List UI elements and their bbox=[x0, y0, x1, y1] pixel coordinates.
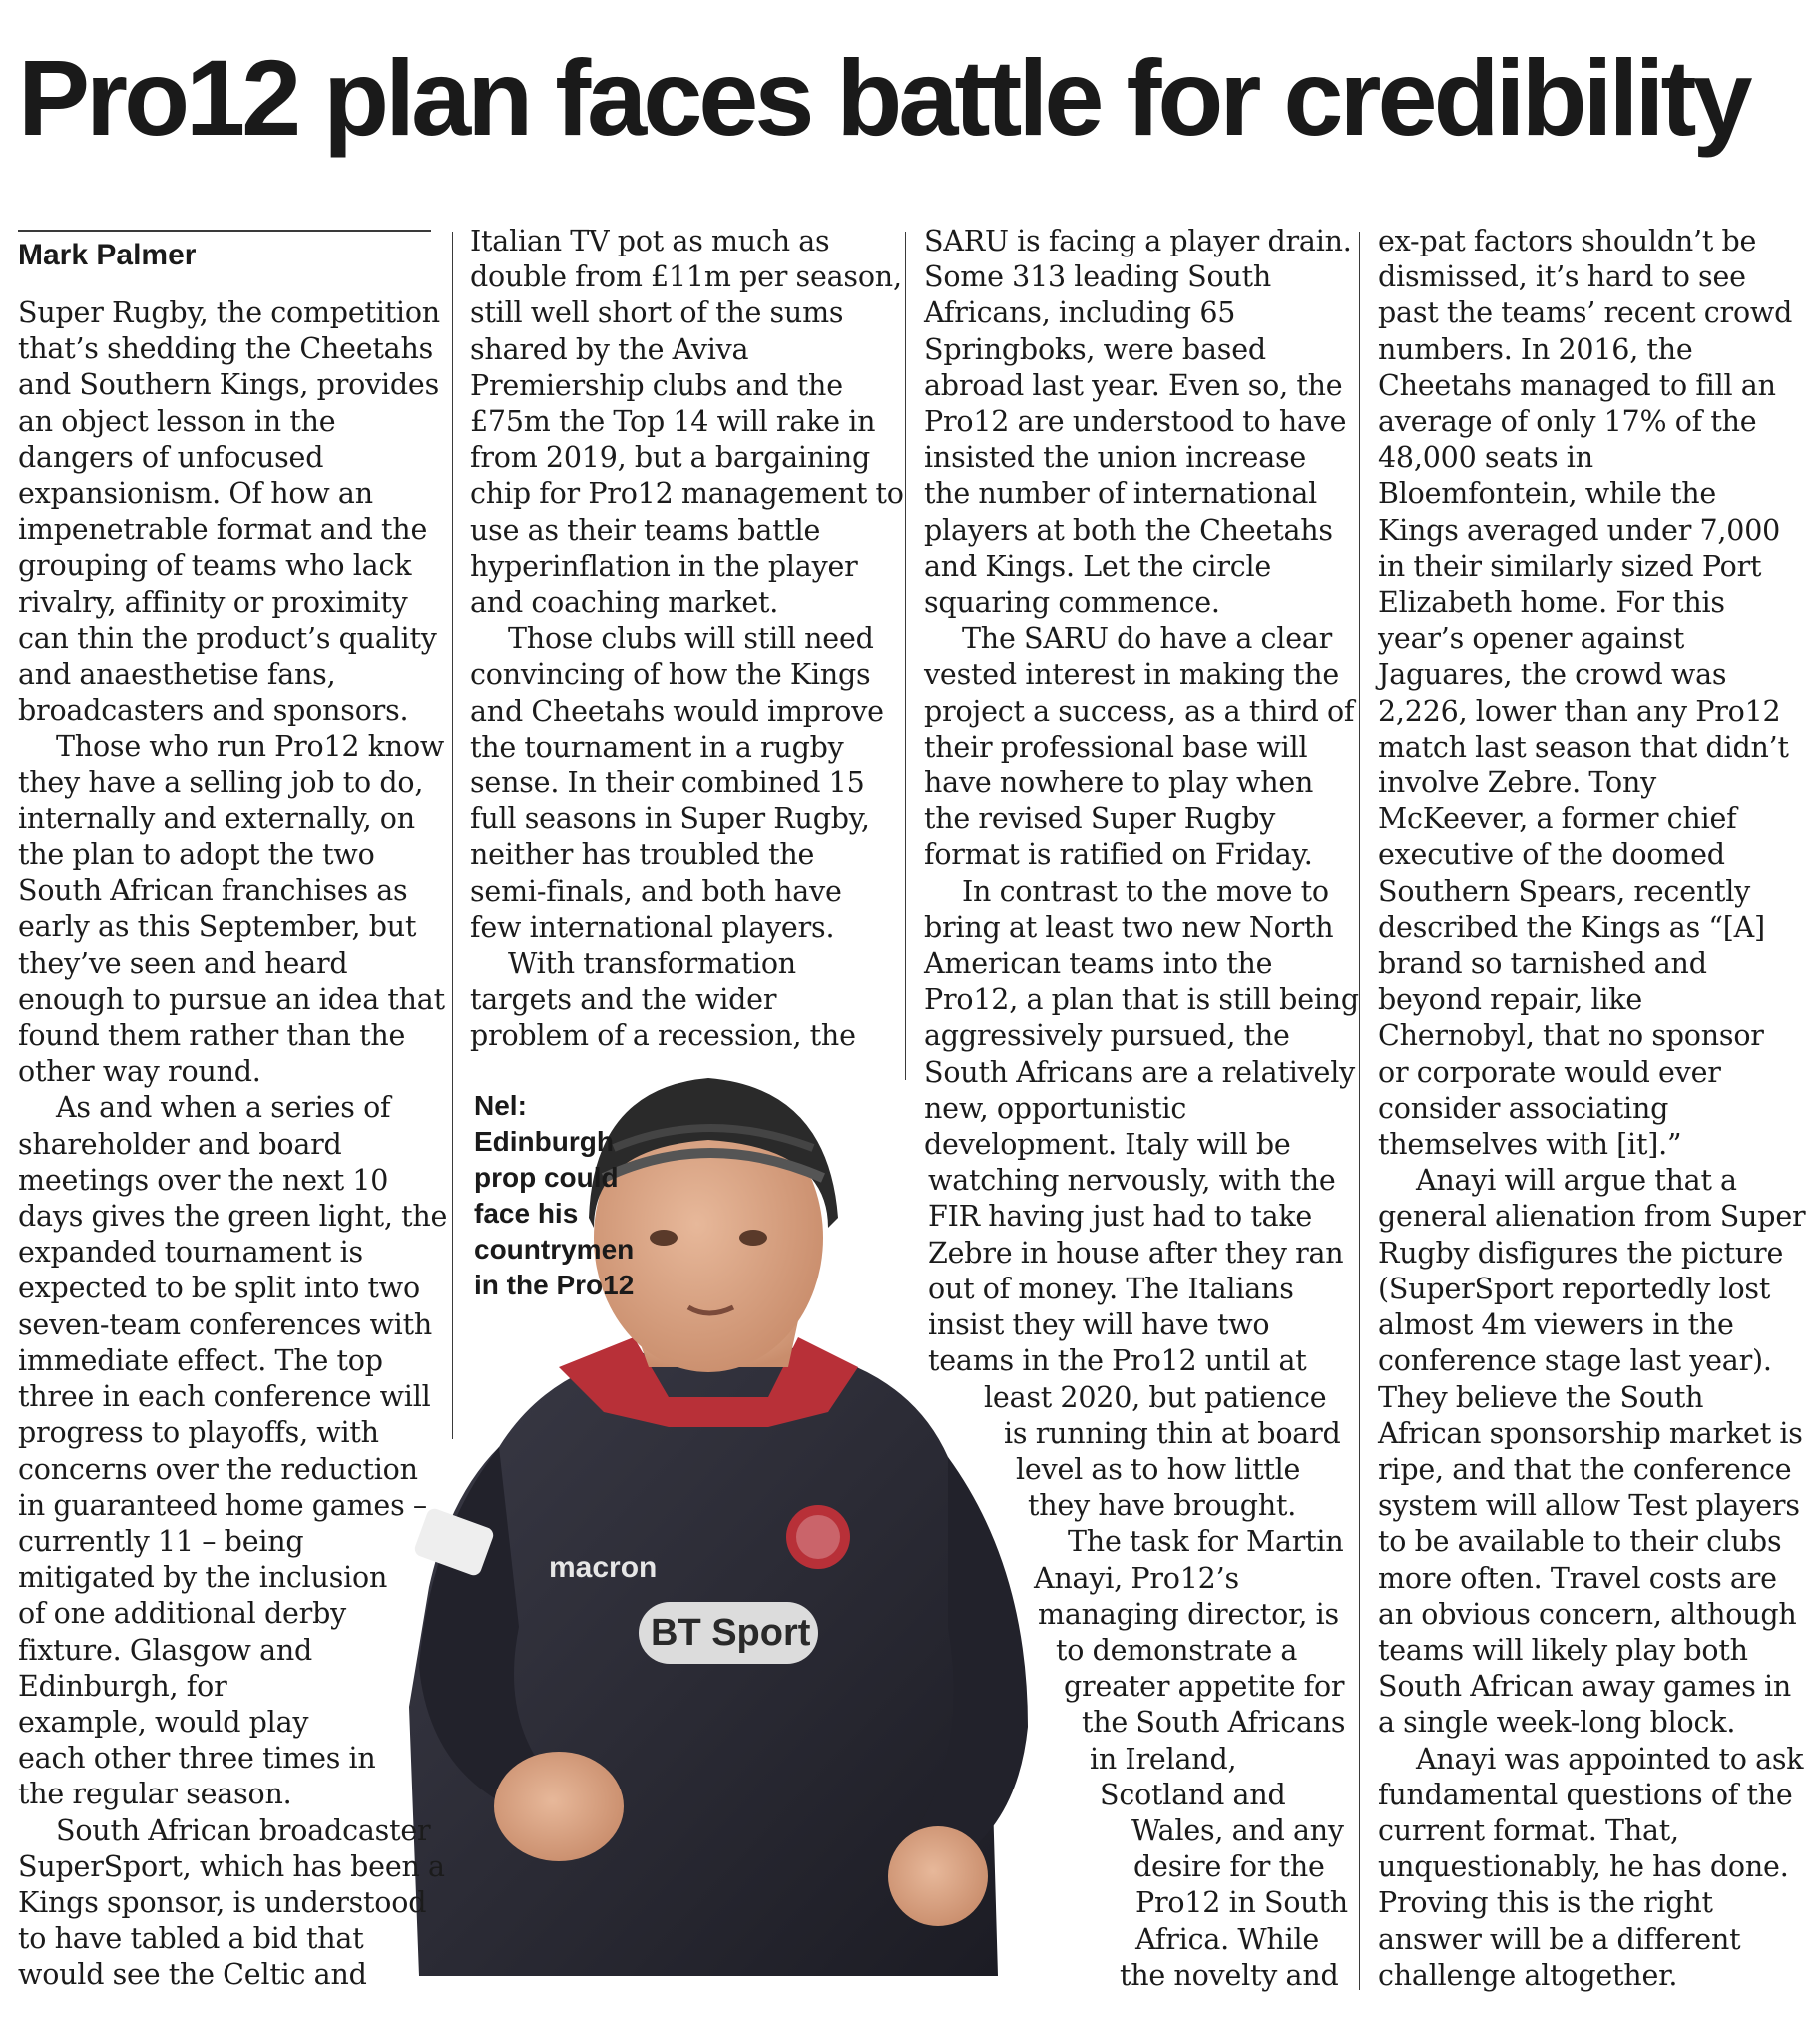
article-line: Africa. While bbox=[1135, 1922, 1320, 1956]
article-line: insisted the union increase bbox=[924, 441, 1307, 475]
article-line: Elizabeth home. For this bbox=[1378, 586, 1725, 620]
article-line: Pro12, a plan that is still being bbox=[924, 983, 1359, 1017]
article-line: in their similarly sized Port bbox=[1378, 549, 1762, 583]
article-line: they have brought. bbox=[1028, 1489, 1297, 1523]
article-line: FIR having just had to take bbox=[928, 1200, 1313, 1234]
caption-line: in the Pro12 bbox=[474, 1270, 635, 1300]
article-line: mitigated by the inclusion bbox=[18, 1561, 388, 1595]
article-line: managing director, is bbox=[1038, 1597, 1339, 1631]
article-line: their professional base will bbox=[924, 730, 1308, 764]
article-line: Jaguares, the crowd was bbox=[1378, 658, 1727, 692]
article-line: numbers. In 2016, the bbox=[1378, 332, 1693, 366]
caption-line: prop could bbox=[474, 1162, 619, 1193]
article-line: an object lesson in the bbox=[18, 404, 336, 438]
article-line: challenge altogether. bbox=[1378, 1958, 1678, 1992]
article-line: The SARU do have a clear bbox=[962, 622, 1333, 656]
article-line: shared by the Aviva bbox=[470, 332, 749, 366]
article-line: greater appetite for bbox=[1064, 1670, 1345, 1704]
article-line: Africans, including 65 bbox=[924, 296, 1236, 330]
article-line: SuperSport, which has been a bbox=[18, 1849, 445, 1883]
article-line: or corporate would ever bbox=[1378, 1055, 1721, 1089]
article-line: project a success, as a third of bbox=[924, 694, 1355, 728]
article-line: hyperinflation in the player bbox=[470, 549, 858, 583]
article-line: development. Italy will be bbox=[924, 1128, 1291, 1162]
article-line: system will allow Test players bbox=[1378, 1489, 1800, 1523]
article-line: Italian TV pot as much as bbox=[470, 225, 830, 257]
article-column-2 bbox=[470, 224, 904, 1055]
article-line: concerns over the reduction bbox=[18, 1452, 418, 1486]
article-line: meetings over the next 10 bbox=[18, 1163, 389, 1197]
article-line: days gives the green light, the bbox=[18, 1200, 448, 1234]
article-line: found them rather than the bbox=[18, 1019, 406, 1053]
article-line: 48,000 seats in bbox=[1378, 441, 1593, 475]
article-line: more often. Travel costs are bbox=[1378, 1561, 1777, 1595]
article-line: In contrast to the move to bbox=[962, 874, 1329, 908]
article-line: rivalry, affinity or proximity bbox=[18, 585, 408, 619]
jersey-sponsor: BT Sport bbox=[651, 1612, 811, 1654]
article-line: Chernobyl, that no sponsor bbox=[1378, 1019, 1764, 1053]
article-line: Bloemfontein, while the bbox=[1378, 477, 1717, 511]
article-line: South African broadcaster bbox=[56, 1813, 431, 1847]
article-line: semi-finals, and both have bbox=[470, 874, 842, 908]
article-line: sense. In their combined 15 bbox=[470, 766, 865, 800]
article-line: have nowhere to play when bbox=[924, 766, 1314, 800]
article-line: the regular season. bbox=[18, 1778, 292, 1811]
article-line: teams will likely play both bbox=[1378, 1633, 1748, 1667]
article-line: As and when a series of bbox=[56, 1091, 391, 1125]
article-line: £75m the Top 14 will rake in bbox=[470, 405, 876, 439]
article-line: Those clubs will still need bbox=[508, 622, 874, 656]
article-line: other way round. bbox=[18, 1055, 261, 1089]
article-line: currently 11 – being bbox=[18, 1524, 304, 1558]
article-line: desire for the bbox=[1133, 1850, 1325, 1884]
article-line: can thin the product’s quality bbox=[18, 621, 437, 655]
article-line: themselves with [it].” bbox=[1378, 1128, 1682, 1162]
caption-line: face his bbox=[474, 1198, 579, 1229]
article-line: SARU is facing a player drain. bbox=[924, 225, 1352, 257]
article-column-1 bbox=[18, 295, 448, 1994]
article-line: vested interest in making the bbox=[924, 658, 1340, 692]
article-line: internally and externally, on bbox=[18, 801, 415, 835]
article-line: impenetrable format and the bbox=[18, 513, 428, 547]
article-line: The task for Martin bbox=[1068, 1525, 1344, 1559]
article-line: in Ireland, bbox=[1090, 1742, 1237, 1776]
article-line: shareholder and board bbox=[18, 1127, 342, 1161]
article-line: Super Rugby, the competition bbox=[18, 296, 440, 329]
article-line: new, opportunistic bbox=[924, 1091, 1187, 1125]
article-line: match last season that didn’t bbox=[1378, 730, 1789, 764]
byline-rule bbox=[18, 230, 431, 232]
column-divider-2 bbox=[905, 232, 906, 1080]
article-line: they have a selling job to do, bbox=[18, 766, 424, 799]
article-line: ripe, and that the conference bbox=[1378, 1452, 1792, 1486]
article-line: Springboks, were based bbox=[924, 332, 1266, 366]
article-line: the plan to adopt the two bbox=[18, 838, 375, 872]
article-line: watching nervously, with the bbox=[928, 1164, 1336, 1198]
article-line: Zebre in house after they ran bbox=[928, 1236, 1344, 1270]
article-line: South African away games in bbox=[1378, 1670, 1792, 1704]
article-line: and Southern Kings, provides bbox=[18, 368, 440, 402]
article-line: to be available to their clubs bbox=[1378, 1525, 1782, 1559]
article-line: neither has troubled the bbox=[470, 838, 815, 872]
article-line: and coaching market. bbox=[470, 586, 779, 620]
article-line: use as their teams battle bbox=[470, 513, 821, 547]
photo-caption bbox=[474, 1088, 634, 1303]
article-line: unquestionably, he has done. bbox=[1378, 1850, 1789, 1884]
article-line: almost 4m viewers in the bbox=[1378, 1308, 1734, 1342]
article-line: from 2019, but a bargaining bbox=[470, 441, 871, 475]
article-line: the novelty and bbox=[1120, 1958, 1339, 1992]
article-line: Southern Spears, recently bbox=[1378, 874, 1751, 908]
article-line: Anayi was appointed to ask bbox=[1416, 1742, 1804, 1776]
article-line: Edinburgh, for bbox=[18, 1669, 227, 1703]
article-line: They believe the South bbox=[1378, 1380, 1704, 1414]
article-line: squaring commence. bbox=[924, 586, 1220, 620]
article-line: Wales, and any bbox=[1131, 1813, 1344, 1847]
article-line: expected to be split into two bbox=[18, 1272, 420, 1305]
article-line: targets and the wider bbox=[470, 983, 777, 1017]
article-line: to demonstrate a bbox=[1056, 1633, 1298, 1667]
article-line: consider associating bbox=[1378, 1091, 1669, 1125]
caption-line: countrymen bbox=[474, 1234, 635, 1265]
article-line: average of only 17% of the bbox=[1378, 405, 1757, 439]
article-line: answer will be a different bbox=[1378, 1922, 1741, 1956]
article-line: the number of international bbox=[924, 477, 1318, 511]
article-line: format is ratified on Friday. bbox=[924, 838, 1313, 872]
article-line: grouping of teams who lack bbox=[18, 549, 412, 583]
article-line: still well short of the sums bbox=[470, 296, 844, 330]
article-line: they’ve seen and heard bbox=[18, 946, 348, 980]
article-line: dismissed, it’s hard to see bbox=[1378, 260, 1746, 294]
article-line: dangers of unfocused bbox=[18, 440, 324, 474]
article-line: double from £11m per season, bbox=[470, 260, 902, 294]
article-line: brand so tarnished and bbox=[1378, 947, 1707, 981]
article-line: Kings averaged under 7,000 bbox=[1378, 513, 1781, 547]
article-line: Cheetahs managed to fill an bbox=[1378, 368, 1776, 402]
caption-line: Edinburgh bbox=[474, 1126, 614, 1157]
article-line: ex-pat factors shouldn’t be bbox=[1378, 225, 1757, 257]
article-line: in guaranteed home games – bbox=[18, 1488, 427, 1522]
column-divider-3 bbox=[1359, 232, 1360, 1990]
article-line: problem of a recession, the bbox=[470, 1019, 856, 1053]
article-line: Proving this is the right bbox=[1378, 1886, 1713, 1920]
article-line: broadcasters and sponsors. bbox=[18, 694, 409, 728]
article-line: the tournament in a rugby bbox=[470, 730, 844, 764]
article-line: full seasons in Super Rugby, bbox=[470, 802, 870, 836]
article-column-3 bbox=[924, 224, 1359, 1994]
headline: Pro12 plan faces battle for credibility bbox=[18, 37, 1749, 158]
article-line: example, would play bbox=[18, 1705, 309, 1739]
article-line: three in each conference will bbox=[18, 1380, 431, 1414]
article-line: and Kings. Let the circle bbox=[924, 549, 1272, 583]
article-line: Anayi, Pro12’s bbox=[1034, 1561, 1239, 1595]
article-line: early as this September, but bbox=[18, 910, 417, 944]
article-line: the revised Super Rugby bbox=[924, 802, 1276, 836]
article-line: executive of the doomed bbox=[1378, 838, 1725, 872]
article-line: Anayi will argue that a bbox=[1416, 1164, 1737, 1198]
article-line: Those who run Pro12 know bbox=[56, 730, 445, 764]
article-column-4 bbox=[1378, 224, 1806, 1994]
article-line: expansionism. Of how an bbox=[18, 477, 373, 511]
article-line: immediate effect. The top bbox=[18, 1343, 383, 1377]
article-line: a single week-long block. bbox=[1378, 1706, 1736, 1740]
article-line: South Africans are a relatively bbox=[924, 1055, 1356, 1089]
article-line: teams in the Pro12 until at bbox=[928, 1344, 1307, 1378]
article-line: bring at least two new North bbox=[924, 910, 1334, 944]
article-line: chip for Pro12 management to bbox=[470, 477, 904, 511]
article-line: past the teams’ recent crowd bbox=[1378, 296, 1793, 330]
article-line: convincing of how the Kings bbox=[470, 658, 871, 692]
article-line: described the Kings as “[A] bbox=[1378, 910, 1765, 944]
article-line: players at both the Cheetahs bbox=[924, 513, 1333, 547]
article-line: expanded tournament is bbox=[18, 1236, 363, 1270]
article-line: each other three times in bbox=[18, 1742, 376, 1776]
article-line: Kings sponsor, is understood bbox=[18, 1885, 427, 1919]
article-line: that’s shedding the Cheetahs bbox=[18, 332, 434, 366]
article-line: American teams into the bbox=[924, 947, 1273, 981]
article-line: level as to how little bbox=[1016, 1452, 1301, 1486]
article-line: conference stage last year). bbox=[1378, 1344, 1772, 1378]
article-line: fixture. Glasgow and bbox=[18, 1633, 313, 1667]
article-line: out of money. The Italians bbox=[928, 1272, 1294, 1305]
article-line: With transformation bbox=[508, 947, 796, 981]
kit-brand: macron bbox=[549, 1551, 658, 1584]
article-line: enough to pursue an idea that bbox=[18, 982, 445, 1016]
article-line: Scotland and bbox=[1100, 1778, 1286, 1811]
article-line: Pro12 in South bbox=[1135, 1886, 1348, 1920]
article-line: general alienation from Super bbox=[1378, 1200, 1806, 1234]
article-line: abroad last year. Even so, the bbox=[924, 368, 1343, 402]
article-line: South African franchises as bbox=[18, 874, 408, 908]
article-line: beyond repair, like bbox=[1378, 983, 1643, 1017]
article-line: Pro12 are understood to have bbox=[924, 405, 1347, 439]
article-line: few international players. bbox=[470, 910, 835, 944]
article-line: aggressively pursued, the bbox=[924, 1019, 1290, 1053]
article-line: McKeever, a former chief bbox=[1378, 802, 1737, 836]
article-line: would see the Celtic and bbox=[18, 1958, 367, 1992]
article-line: progress to playoffs, with bbox=[18, 1416, 379, 1450]
article-line: of one additional derby bbox=[18, 1597, 347, 1631]
article-line: to have tabled a bid that bbox=[18, 1922, 364, 1956]
article-line: is running thin at board bbox=[1004, 1416, 1341, 1450]
article-line: current format. That, bbox=[1378, 1813, 1679, 1847]
article-line: (SuperSport reportedly lost bbox=[1378, 1272, 1771, 1305]
article-line: 2,226, lower than any Pro12 bbox=[1378, 694, 1781, 728]
article-line: and anaesthetise fans, bbox=[18, 658, 336, 692]
article-line: the South Africans bbox=[1082, 1706, 1346, 1740]
article-line: an obvious concern, although bbox=[1378, 1597, 1797, 1631]
article-line: insist they will have two bbox=[928, 1308, 1270, 1342]
article-line: seven-team conferences with bbox=[18, 1307, 433, 1341]
article-line: Rugby disfigures the picture bbox=[1378, 1236, 1784, 1270]
article-line: Premiership clubs and the bbox=[470, 368, 843, 402]
article-line: involve Zebre. Tony bbox=[1378, 766, 1657, 800]
byline: Mark Palmer bbox=[18, 239, 197, 271]
caption-line: Nel: bbox=[474, 1090, 527, 1121]
article-line: Some 313 leading South bbox=[924, 260, 1272, 294]
article-line: and Cheetahs would improve bbox=[470, 694, 884, 728]
article-line: fundamental questions of the bbox=[1378, 1778, 1793, 1811]
article-line: year’s opener against bbox=[1378, 622, 1685, 656]
article-line: least 2020, but patience bbox=[984, 1380, 1327, 1414]
article-line: African sponsorship market is bbox=[1378, 1416, 1803, 1450]
